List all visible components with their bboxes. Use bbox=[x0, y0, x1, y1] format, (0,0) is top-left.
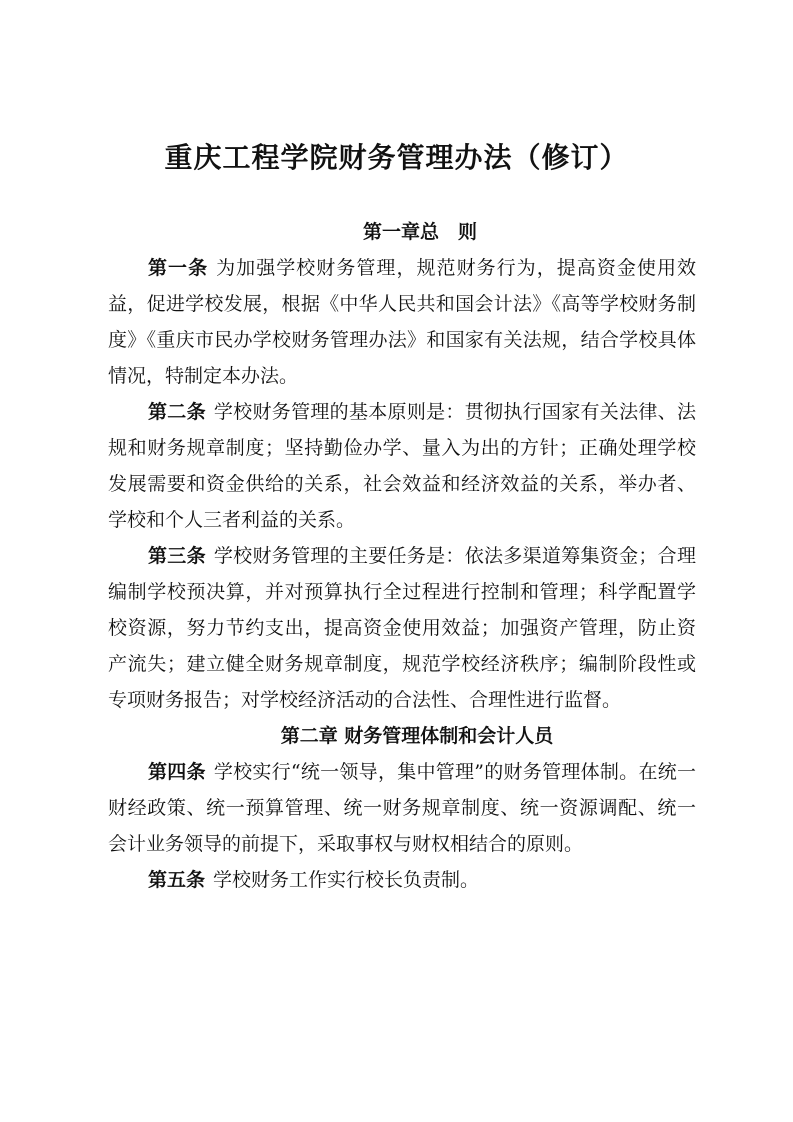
article-text: 为加强学校财务管理，规范财务行为，提高资金使用效益，促进学校发展，根据《中华人民共和国会计法》《高等学校财务制度》《重庆市民办学校财务管理办法》和国家有关法规，结合学校具体情况，特制定本办法。 bbox=[108, 257, 696, 387]
chapter-heading: 第二章 财务管理体制和会计人员 bbox=[280, 725, 554, 747]
document-title: 重庆工程学院财务管理办法（修订） bbox=[164, 141, 629, 174]
article-4 bbox=[108, 754, 696, 862]
article-label: 第二条 bbox=[148, 401, 206, 423]
article-2 bbox=[108, 394, 696, 538]
chapter-1 bbox=[108, 214, 696, 718]
article-label: 第五条 bbox=[148, 869, 206, 891]
article-5 bbox=[108, 862, 696, 898]
chapter-heading: 第一章总 则 bbox=[362, 221, 477, 243]
article-text: 学校财务管理的基本原则是：贯彻执行国家有关法律、法规和财务规章制度；坚持勤俭办学、量入为出的方针；正确处理学校发展需要和资金供给的关系，社会效益和经济效益的关系，举办者、学校和个人三者利益的关系。 bbox=[108, 401, 696, 531]
chapter-2 bbox=[108, 718, 696, 898]
article-text: 学校财务工作实行校长负责制。 bbox=[213, 869, 480, 891]
article-1 bbox=[108, 250, 696, 394]
article-label: 第四条 bbox=[148, 761, 206, 783]
document-body bbox=[108, 214, 696, 898]
article-text: 学校实行“统一领导，集中管理”的财务管理体制。在统一财经政策、统一预算管理、统一财务规章制度、统一资源调配、统一会计业务领导的前提下，采取事权与财权相结合的原则。 bbox=[108, 761, 696, 855]
article-text: 学校财务管理的主要任务是：依法多渠道筹集资金；合理编制学校预决算，并对预算执行全过程进行控制和管理；科学配置学校资源，努力节约支出，提高资金使用效益；加强资产管理，防止资产流失；建立健全财务规章制度，规范学校经济秩序；编制阶段性或专项财务报告；对学校经济活动的合法性、合理性进行监督。 bbox=[108, 545, 696, 711]
article-label: 第三条 bbox=[148, 545, 206, 567]
article-label: 第一条 bbox=[148, 257, 209, 279]
article-3 bbox=[108, 538, 696, 718]
